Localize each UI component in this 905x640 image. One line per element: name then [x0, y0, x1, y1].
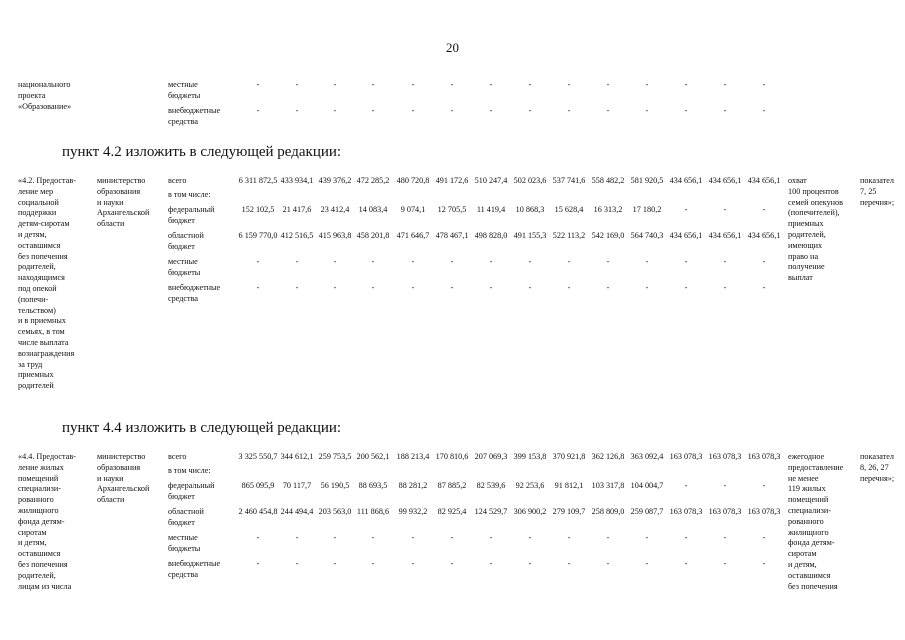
funding-value-cell: -	[723, 80, 727, 89]
funding-value-cell: 3 325 550,7	[238, 452, 278, 461]
funding-value-cell: 472 285,2	[356, 176, 390, 185]
funding-value-cell: 434 656,1	[708, 176, 742, 185]
funding-value-cell: -	[256, 533, 260, 542]
funding-value-cell: 480 720,8	[396, 176, 430, 185]
funding-source-label: областной бюджет	[168, 507, 204, 527]
indicator-4-2: показател 7, 25 перечня»;	[860, 176, 895, 207]
funding-value-cell: 163 078,3	[708, 452, 742, 461]
funding-value-cell: 434 656,1	[669, 176, 703, 185]
funding-value-cell: -	[450, 80, 454, 89]
funding-value-cell: -	[723, 283, 727, 292]
funding-value-cell: -	[333, 533, 337, 542]
funding-value-cell: -	[295, 283, 299, 292]
funding-value-cell: -	[411, 559, 415, 568]
funding-value-cell: 87 885,2	[437, 481, 467, 490]
funding-value-cell: 70 117,7	[282, 481, 312, 490]
funding-value-cell: 207 069,3	[474, 452, 508, 461]
heading-point-4-2: пункт 4.2 изложить в следующей редакции:	[62, 144, 342, 160]
funding-value-cell: -	[333, 559, 337, 568]
funding-value-cell: -	[295, 257, 299, 266]
funding-value-cell: -	[450, 559, 454, 568]
funding-value-cell: -	[489, 533, 493, 542]
funding-value-cell: 23 412,4	[320, 205, 350, 214]
funding-value-cell: 92 253,6	[515, 481, 545, 490]
funding-value-cell: 14 083,4	[358, 205, 388, 214]
funding-value-cell: -	[371, 257, 375, 266]
funding-value-cell: -	[411, 283, 415, 292]
funding-value-cell: -	[762, 80, 766, 89]
funding-value-cell: 434 656,1	[708, 231, 742, 240]
funding-value-cell: 259 087,7	[630, 507, 664, 516]
funding-value-cell: -	[645, 559, 649, 568]
funding-value-cell: -	[684, 481, 688, 490]
funding-value-cell: 522 113,2	[552, 231, 586, 240]
funding-value-cell: 104 004,7	[630, 481, 664, 490]
funding-value-cell: 163 078,3	[669, 507, 703, 516]
funding-value-cell: 502 023,6	[513, 176, 547, 185]
funding-value-cell: -	[645, 80, 649, 89]
funding-value-cell: 9 074,1	[400, 205, 426, 214]
funding-value-cell: -	[450, 257, 454, 266]
funding-value-cell: -	[606, 283, 610, 292]
funding-value-cell: 399 153,8	[513, 452, 547, 461]
funding-value-cell: 865 095,9	[241, 481, 275, 490]
funding-value-cell: 88 693,5	[358, 481, 388, 490]
funding-value-cell: -	[645, 106, 649, 115]
funding-value-cell: -	[723, 205, 727, 214]
funding-value-cell: 152 102,5	[241, 205, 275, 214]
funding-value-cell: -	[606, 533, 610, 542]
funding-value-cell: -	[567, 80, 571, 89]
funding-source-label: областной бюджет	[168, 231, 204, 251]
funding-value-cell: 16 313,2	[593, 205, 623, 214]
funding-value-cell: 412 516,5	[280, 231, 314, 240]
funding-value-cell: 471 646,7	[396, 231, 430, 240]
funding-value-cell: -	[684, 106, 688, 115]
funding-value-cell: -	[762, 106, 766, 115]
funding-value-cell: 433 934,1	[280, 176, 314, 185]
funding-value-cell: 537 741,6	[552, 176, 586, 185]
funding-value-cell: -	[567, 106, 571, 115]
funding-value-cell: -	[606, 257, 610, 266]
funding-value-cell: -	[333, 106, 337, 115]
funding-value-cell: -	[762, 481, 766, 490]
funding-value-cell: -	[371, 559, 375, 568]
funding-value-cell: 439 376,2	[318, 176, 352, 185]
funding-value-cell: 2 460 454,8	[238, 507, 278, 516]
funding-value-cell: 491 155,3	[513, 231, 547, 240]
funding-source-label: внебюджетные средства	[168, 283, 221, 303]
funding-value-cell: -	[333, 257, 337, 266]
funding-value-cell: 279 109,7	[552, 507, 586, 516]
funding-value-cell: 88 281,2	[398, 481, 428, 490]
funding-value-cell: -	[528, 257, 532, 266]
funding-value-cell: -	[528, 80, 532, 89]
executor-4-4: министерство образования и науки Архангельской области	[97, 452, 150, 505]
funding-value-cell: -	[489, 559, 493, 568]
funding-value-cell: -	[295, 80, 299, 89]
funding-value-cell: 163 078,3	[747, 452, 781, 461]
funding-value-cell: -	[333, 80, 337, 89]
funding-value-cell: 91 812,1	[554, 481, 584, 490]
funding-value-cell: 124 529,7	[474, 507, 508, 516]
funding-value-cell: 415 963,8	[318, 231, 352, 240]
funding-value-cell: -	[256, 283, 260, 292]
funding-value-cell: -	[567, 257, 571, 266]
funding-value-cell: 163 078,3	[669, 452, 703, 461]
funding-source-label: федеральный бюджет	[168, 205, 215, 225]
funding-value-cell: -	[528, 533, 532, 542]
funding-value-cell: -	[606, 106, 610, 115]
funding-value-cell: -	[723, 481, 727, 490]
funding-value-cell: -	[762, 205, 766, 214]
funding-value-cell: 103 317,8	[591, 481, 625, 490]
funding-value-cell: -	[567, 283, 571, 292]
funding-value-cell: -	[489, 80, 493, 89]
funding-value-cell: 542 169,0	[591, 231, 625, 240]
funding-source-label: внебюджетные средства	[168, 559, 221, 579]
funding-value-cell: -	[762, 559, 766, 568]
activity-4-4: «4.4. Предостав- ление жилых помещений специализи- рованного жилищного фонда детям- сиротам и детям, оставшимся без попечения родителей, лицам из числа	[18, 452, 76, 591]
indicator-4-4: показател 8, 26, 27 перечня»;	[860, 452, 895, 483]
funding-value-cell: -	[684, 257, 688, 266]
funding-value-cell: -	[295, 106, 299, 115]
funding-value-cell: -	[762, 283, 766, 292]
funding-value-cell: 188 213,4	[396, 452, 430, 461]
funding-value-cell: -	[489, 106, 493, 115]
funding-value-cell: 15 628,4	[554, 205, 584, 214]
funding-value-cell: 510 247,4	[474, 176, 508, 185]
funding-value-cell: 558 482,2	[591, 176, 625, 185]
funding-source-label: всего	[168, 452, 187, 461]
funding-value-cell: 434 656,1	[669, 231, 703, 240]
funding-value-cell: 258 809,0	[591, 507, 625, 516]
funding-value-cell: -	[333, 283, 337, 292]
funding-value-cell: 6 159 770,0	[238, 231, 278, 240]
funding-value-cell: -	[684, 559, 688, 568]
funding-value-cell: 306 900,2	[513, 507, 547, 516]
funding-value-cell: -	[567, 559, 571, 568]
funding-value-cell: 564 740,3	[630, 231, 664, 240]
funding-source-label: федеральный бюджет	[168, 481, 215, 501]
funding-value-cell: 17 180,2	[632, 205, 662, 214]
funding-source-label: местные бюджеты	[168, 80, 201, 100]
funding-value-cell: 111 868,6	[356, 507, 390, 516]
funding-value-cell: -	[645, 257, 649, 266]
funding-value-cell: -	[645, 283, 649, 292]
funding-value-cell: -	[450, 106, 454, 115]
funding-value-cell: 163 078,3	[747, 507, 781, 516]
funding-value-cell: -	[762, 533, 766, 542]
funding-value-cell: -	[684, 283, 688, 292]
funding-value-cell: 458 201,8	[356, 231, 390, 240]
executor-4-2: министерство образования и науки Архангельской области	[97, 176, 150, 229]
funding-value-cell: 491 172,6	[435, 176, 469, 185]
top-activity-name: национального проекта «Образование»	[18, 80, 72, 111]
funding-value-cell: 363 092,4	[630, 452, 664, 461]
funding-source-label: в том числе:	[168, 190, 211, 199]
funding-value-cell: -	[256, 257, 260, 266]
funding-value-cell: 362 126,8	[591, 452, 625, 461]
funding-value-cell: 203 563,0	[318, 507, 352, 516]
funding-value-cell: -	[684, 205, 688, 214]
funding-value-cell: 498 828,0	[474, 231, 508, 240]
page-number: 20	[446, 40, 459, 55]
funding-value-cell: -	[371, 533, 375, 542]
funding-value-cell: -	[723, 559, 727, 568]
funding-value-cell: 344 612,1	[280, 452, 314, 461]
funding-value-cell: -	[411, 533, 415, 542]
funding-value-cell: 259 753,5	[318, 452, 352, 461]
funding-value-cell: -	[606, 80, 610, 89]
funding-value-cell: -	[528, 106, 532, 115]
funding-value-cell: 434 656,1	[747, 231, 781, 240]
funding-value-cell: -	[371, 106, 375, 115]
funding-value-cell: -	[295, 533, 299, 542]
funding-value-cell: -	[684, 80, 688, 89]
funding-value-cell: -	[528, 559, 532, 568]
funding-value-cell: -	[489, 283, 493, 292]
funding-value-cell: -	[371, 283, 375, 292]
funding-value-cell: -	[450, 283, 454, 292]
result-4-2: охват 100 процентов семей опекунов (попечителей), приемных родителей, имеющих право на получение выплат	[788, 176, 844, 283]
funding-value-cell: -	[528, 283, 532, 292]
funding-value-cell: -	[371, 80, 375, 89]
funding-value-cell: -	[295, 559, 299, 568]
funding-source-label: всего	[168, 176, 187, 185]
funding-value-cell: -	[450, 533, 454, 542]
funding-value-cell: 170 810,6	[435, 452, 469, 461]
funding-value-cell: -	[723, 533, 727, 542]
funding-value-cell: -	[256, 80, 260, 89]
funding-value-cell: 478 467,1	[435, 231, 469, 240]
funding-value-cell: 21 417,6	[282, 205, 312, 214]
funding-value-cell: 6 311 872,5	[238, 176, 278, 185]
funding-value-cell: -	[645, 533, 649, 542]
funding-source-label: внебюджетные средства	[168, 106, 221, 126]
funding-value-cell: -	[256, 106, 260, 115]
funding-value-cell: -	[489, 257, 493, 266]
funding-source-label: местные бюджеты	[168, 533, 201, 553]
funding-value-cell: 12 705,5	[437, 205, 467, 214]
activity-4-2: «4.2. Предостав- ление мер социальной поддержки детям-сиротам и детям, оставшимся без попечения родителей, находящимся под опекой (попечи- тельством) и в приемных семьях, в том числе выплата вознаграждения за труд приемных родителей	[18, 176, 76, 391]
funding-value-cell: -	[762, 257, 766, 266]
funding-value-cell: 200 562,1	[356, 452, 390, 461]
funding-value-cell: -	[606, 559, 610, 568]
funding-value-cell: 82 539,6	[476, 481, 506, 490]
result-4-4: ежегодное предоставление не менее 119 жилых помещений специализи- рованного жилищного фонда детям- сиротам и детям, оставшимся без попечения	[788, 452, 844, 591]
funding-value-cell: -	[567, 533, 571, 542]
funding-value-cell: 10 868,3	[515, 205, 545, 214]
funding-source-label: местные бюджеты	[168, 257, 201, 277]
funding-value-cell: -	[684, 533, 688, 542]
funding-value-cell: -	[723, 106, 727, 115]
funding-value-cell: 11 419,4	[476, 205, 506, 214]
funding-value-cell: 56 190,5	[320, 481, 350, 490]
funding-value-cell: -	[411, 80, 415, 89]
funding-value-cell: 434 656,1	[747, 176, 781, 185]
funding-value-cell: -	[723, 257, 727, 266]
heading-point-4-4: пункт 4.4 изложить в следующей редакции:	[62, 420, 342, 436]
funding-value-cell: 99 932,2	[398, 507, 428, 516]
funding-value-cell: -	[411, 106, 415, 115]
funding-value-cell: -	[256, 559, 260, 568]
funding-value-cell: -	[411, 257, 415, 266]
funding-value-cell: 581 920,5	[630, 176, 664, 185]
funding-value-cell: 163 078,3	[708, 507, 742, 516]
funding-value-cell: 370 921,8	[552, 452, 586, 461]
funding-value-cell: 82 925,4	[437, 507, 467, 516]
funding-value-cell: 244 494,4	[280, 507, 314, 516]
funding-source-label: в том числе:	[168, 466, 211, 475]
